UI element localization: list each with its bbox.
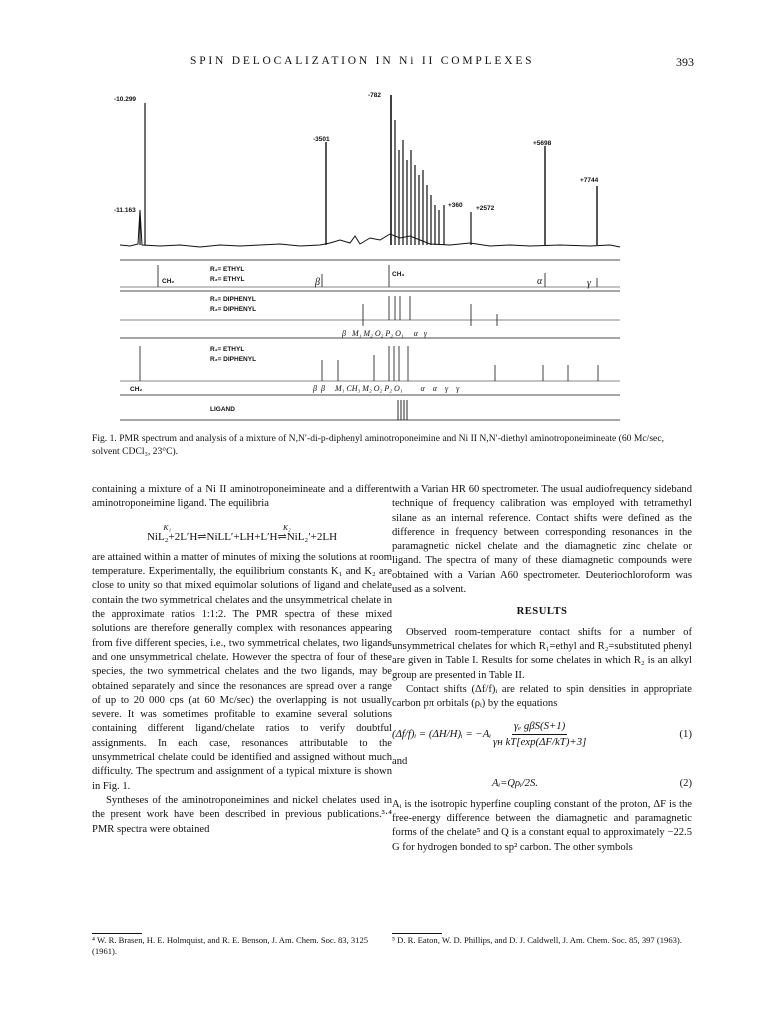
right-column xyxy=(392,483,692,855)
row3-r1: R₁= ETHYL xyxy=(210,346,245,353)
paragraph: containing a mixture of a Ni II aminotroponeimineate and a different aminotroponeimine ligand. The equilibria xyxy=(92,484,392,510)
row2-assign-marks: β M₁ M₂ O₂ P₂ O₁ α γ xyxy=(342,329,428,338)
paragraph: Aᵢ is the isotropic hyperfine coupling constant of the proton, ΔF is the free-energy difference between the diamagnetic and paramagnetic forms of the chelate⁵ and Q is a constant equal to approximately −22.5 G for hydrogen bonded to sp² carbon. The other symbols xyxy=(392,798,692,853)
assign-ch2: CH₂ xyxy=(162,278,175,285)
paragraph: Observed room-temperature contact shifts for a number of unsymmetrical chelates for which R₁=ethyl and R₂=substituted phenyl are given in Table I. Results for some chelates in which R₂ is an alkyl group are presented in Table II. xyxy=(392,626,692,681)
k2-label: K₂ xyxy=(282,522,291,532)
footnote-4: ⁴ W. R. Brasen, H. E. Holmquist, and R. E. Benson, J. Am. Chem. Soc. 83, 3125 (1961). xyxy=(92,935,369,956)
peak-label: +2572 xyxy=(476,205,495,212)
eq1-number: (1) xyxy=(679,728,692,741)
eq1-fraction xyxy=(493,719,586,749)
footnote-5: ⁵ D. R. Eaton, W. D. Phillips, and D. J. Caldwell, J. Am. Chem. Soc. 85, 397 (1963). xyxy=(392,935,682,945)
k1-label: K₁ xyxy=(163,522,172,532)
paragraph: Syntheses of the aminotroponeimines and nickel chelates used in the present work have been described in previous publications.³·⁴ PMR spectra were obtained xyxy=(92,794,392,835)
row2-r2: R₂= DIPHENYL xyxy=(210,306,257,313)
row4-ligand: LIGAND xyxy=(210,406,235,413)
row3-ch2: CH₂ xyxy=(130,386,143,393)
footnote-rule xyxy=(392,933,442,934)
footnote-rule xyxy=(92,933,142,934)
eq1-numerator: γₑ gβS(S+1) xyxy=(512,719,567,734)
page-number: 393 xyxy=(676,55,694,69)
eq2-text: Aᵢ=Qρᵢ/2S. xyxy=(492,778,538,790)
assign-gamma: γ xyxy=(587,278,591,289)
row1-r1: R₁= ETHYL xyxy=(210,266,245,273)
equation-1 xyxy=(392,719,692,749)
paragraph: are attained within a matter of minutes of mixing the solutions at room temperature. Experimentally, the equilibrium constants K₁ and K₂ are close to unity so that mixed equimolar solutions of ligand and chelate contain the two symmetrical chelates and the unsymmetrical chelate in the approximate ratios 1:1:2. The PMR spectra of these mixed solutions are therefore generally complex with resonances appearing from five different species, i.e., two symmetrical chelates, two ligands and one unsymmetrical chelate. However the spectra of four of these species, the two symmetrical chelates and the two ligands, may be obtained separately and since the resonances are spread over a range of up to 20 000 cps (at 60 Mc/sec) the overlapping is not usually severe. It was sometimes profitable to examine several solutions containing different ligand/chelate ratios to verify doubtful assignments. In each case, resonances attributable to the unsymmetrical chelate could be identified and assigned without much difficulty. The spectrum and assignment of a typical mixture is shown in Fig. 1. xyxy=(92,551,392,792)
eq1-lhs: (Δf/f)ᵢ = (ΔH/H)ᵢ = −Aᵢ xyxy=(392,728,492,741)
eq2-number: (2) xyxy=(679,778,692,790)
peak-label: -11.163 xyxy=(114,207,136,214)
left-column xyxy=(92,483,392,837)
row3-assign-marks: β β M₁ CH₃ M₂ O₂ P₂ O₁ α α γ γ xyxy=(313,384,460,393)
row3-r2: R₂= DIPHENYL xyxy=(210,356,257,363)
peak-label: +360 xyxy=(448,202,463,209)
paragraph: with a Varian HR 60 spectrometer. The usual audiofrequency sideband technique of frequency calibration was employed with tetramethyl silane as an internal reference. Contact shifts were defined as the difference in frequency between corresponding resonances in the paramagnetic nickel chelate and the diamagnetic zinc chelate or ligand. The spectra of many of these diamagnetic compounds were obtained with a Varian A60 spectrometer. Deuteriochloroform was used as a solvent. xyxy=(392,484,692,596)
peak-label: +5698 xyxy=(533,140,552,147)
section-heading: RESULTS xyxy=(516,606,568,618)
and-text: and xyxy=(392,756,408,768)
paragraph: Contact shifts (Δf/f)ᵢ are related to spin densities in appropriate carbon pπ orbitals (ρᵢ) by the equations xyxy=(392,683,692,710)
pmr-spectrum-figure xyxy=(0,0,768,430)
equation-2 xyxy=(392,777,692,791)
peak-label: -782 xyxy=(368,92,382,99)
equilibrium-equation xyxy=(92,521,392,544)
assign-beta: β xyxy=(315,277,320,288)
figure-caption: Fig. 1. PMR spectrum and analysis of a mixture of N,N′-di-p-diphenyl aminotroponeimine and Ni II N,N′-diethyl aminotroponeimineate (60 Mc/sec, solvent CDCl₃, 23°C). xyxy=(92,433,664,457)
assign-ch3: CH₃ xyxy=(392,271,405,278)
row2-r1: R₁= DIPHENYL xyxy=(210,296,256,303)
eq1-denominator: γʜ kT[exp(ΔF/kT)+3] xyxy=(493,735,587,748)
row1-r2: R₂= ETHYL xyxy=(210,276,245,283)
running-title: SPIN DELOCALIZATION IN Ni II COMPLEXES xyxy=(190,55,535,67)
equation-text: NiL₂+2L′H⇌NiLL′+LH+L′H⇌NiL₂′+2LH xyxy=(146,530,338,543)
peak-label: +7744 xyxy=(580,177,599,184)
assign-alpha: α xyxy=(537,276,543,287)
peak-label: -3501 xyxy=(313,136,330,143)
peak-label: -10.299 xyxy=(114,96,137,103)
